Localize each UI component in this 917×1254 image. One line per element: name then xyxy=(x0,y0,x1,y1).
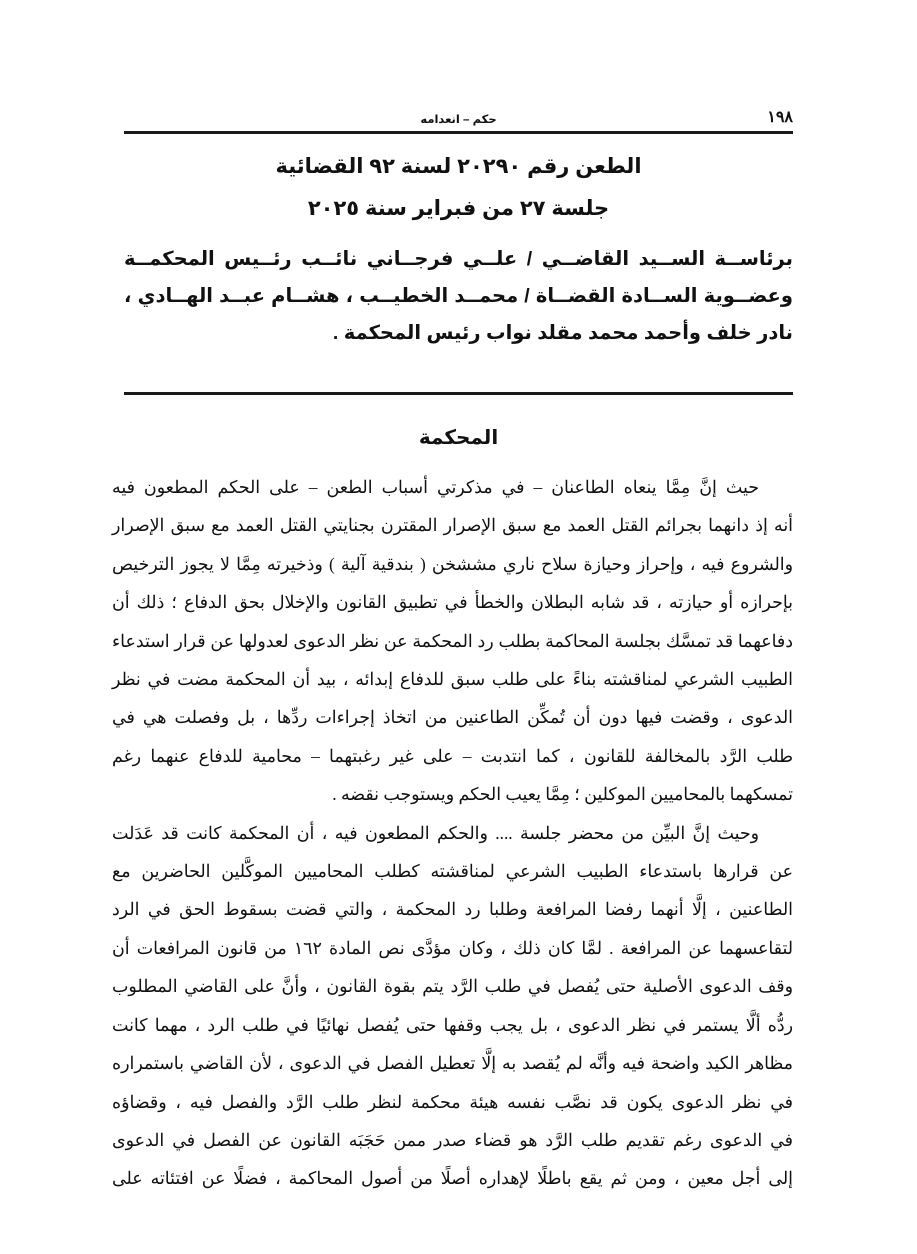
body-line: ردُّه ألَّا يستمر في نظر الدعوى ، بل يجب وقفها حتى يُفصل نهائيًا في طلب الرد ، مهما كانت xyxy=(112,1014,793,1035)
body-line: والشروع فيه ، وإحراز وحيازة سلاح ناري مششخن ( بندقية آلية ) وذخيرته مِمَّا لا يجوز الترخيص xyxy=(112,553,793,574)
judgment-body xyxy=(112,468,793,1198)
body-line: مظاهر الكيد واضحة فيه وأنَّه لم يُقصد به إلَّا تعطيل الفصل في الدعوى ، لأن القاضي باستمراره xyxy=(112,1053,793,1074)
case-title-block xyxy=(124,146,793,230)
case-number-line: الطعن رقم ٢٠٢٩٠ لسنة ٩٢ القضائية xyxy=(275,155,642,178)
running-header xyxy=(124,104,793,126)
bench-presiding-judge-line: برئاســة الســيد القاضــي / علــي فرجــاني نائــب رئــيس المحكمــة xyxy=(124,248,793,270)
body-line: بإحرازه أو حيازته ، قد شابه البطلان والخطأ في تطبيق القانون والإخلال بحق الدفاع ؛ ذلك أن xyxy=(112,592,793,613)
running-header-subject: حكم – انعدامه xyxy=(420,113,497,126)
paragraph-1 xyxy=(112,468,793,814)
body-line: الدعوى ، وقضت فيها دون أن تُمكِّن الطاعنين من اتخاذ إجراءات ردِّها ، بل وفصلت هي في xyxy=(112,707,793,728)
body-line: طلب الرَّد بالمخالفة للقانون ، كما انتدبت – على غير رغبتهما – محامية للدفاع عنهما رغم xyxy=(112,745,793,766)
body-line: دفاعهما قد تمسَّك بجلسة المحاكمة بطلب رد المحكمة عن نظر الدعوى لعدولها عن قرار استدعاء xyxy=(112,630,793,651)
body-line: عن قرارها باستدعاء الطبيب الشرعي لمناقشته كطلب المحاميين الموكَّلين الحاضرين مع xyxy=(112,861,793,882)
bench-member-judges-line: وعضــوية الســادة القضــاة / محمــد الخطيــب ، هشــام عبــد الهــادي ، xyxy=(124,285,793,307)
page-bottom-crop xyxy=(0,1250,917,1254)
bench-member-judges-line-2: نادر خلف وأحمد محمد مقلد نواب رئيس المحكمة . xyxy=(332,322,793,344)
body-line: حيث إنَّ مِمَّا ينعاه الطاعنان – في مذكرتي أسباب الطعن – على الحكم المطعون فيه xyxy=(112,477,759,497)
body-line: وقف الدعوى الأصلية حتى يُفصل في طلب الرَّد يتم بقوة القانون ، وأنَّ على القاضي المطلوب xyxy=(112,976,793,997)
body-line: الطبيب الشرعي لمناقشته بناءً على طلب سبق للدفاع إبدائه ، بيد أن المحكمة مضت في نظر xyxy=(112,669,793,690)
body-line: تمسكهما بالمحاميين الموكلين ؛ مِمَّا يعيب الحكم ويستوجب نقضه . xyxy=(332,784,793,805)
court-section-heading: المحكمة xyxy=(418,427,499,449)
bench-rule xyxy=(124,392,793,395)
body-line: في نظر الدعوى يكون قد نصَّب نفسه هيئة محكمة لنظر طلب الرَّد والفصل فيه ، وقضاؤه xyxy=(112,1091,793,1112)
body-line: لتقاعسهما عن المرافعة . لمَّا كان ذلك ، وكان مؤدَّى نص المادة ١٦٢ من قانون المرافعات أن xyxy=(112,937,793,958)
header-rule xyxy=(124,131,793,134)
body-line: الطاعنين ، إلَّا أنهما رفضا المرافعة وطلبا رد المحكمة ، والتي قضت بسقوط الحق في الرد xyxy=(112,899,793,920)
bench-composition-block xyxy=(124,241,793,352)
body-line: وحيث إنَّ البيِّن من محضر جلسة .... والحكم المطعون فيه ، أن المحكمة كانت قد عَدَلت xyxy=(112,822,759,843)
paragraph-2 xyxy=(112,814,793,1198)
body-line: أنه إذ دانهما بجرائم القتل العمد مع سبق الإصرار المقترن بجنايتي القتل العمد مع سبق الإصرار xyxy=(112,515,793,536)
session-date-line: جلسة ٢٧ من فبراير سنة ٢٠٢٥ xyxy=(307,197,610,220)
page-folio-number: ١٩٨ xyxy=(767,109,793,126)
body-line: في الدعوى رغم تقديم طلب الرَّد هو قضاء صدر ممن حَجَبَه القانون عن الفصل في الدعوى xyxy=(112,1129,793,1150)
body-line: إلى أجل معين ، ومن ثم يقع باطلًا لإهداره أصلًا من أصول المحاكمة ، فضلًا عن افتئاته على xyxy=(112,1168,793,1189)
